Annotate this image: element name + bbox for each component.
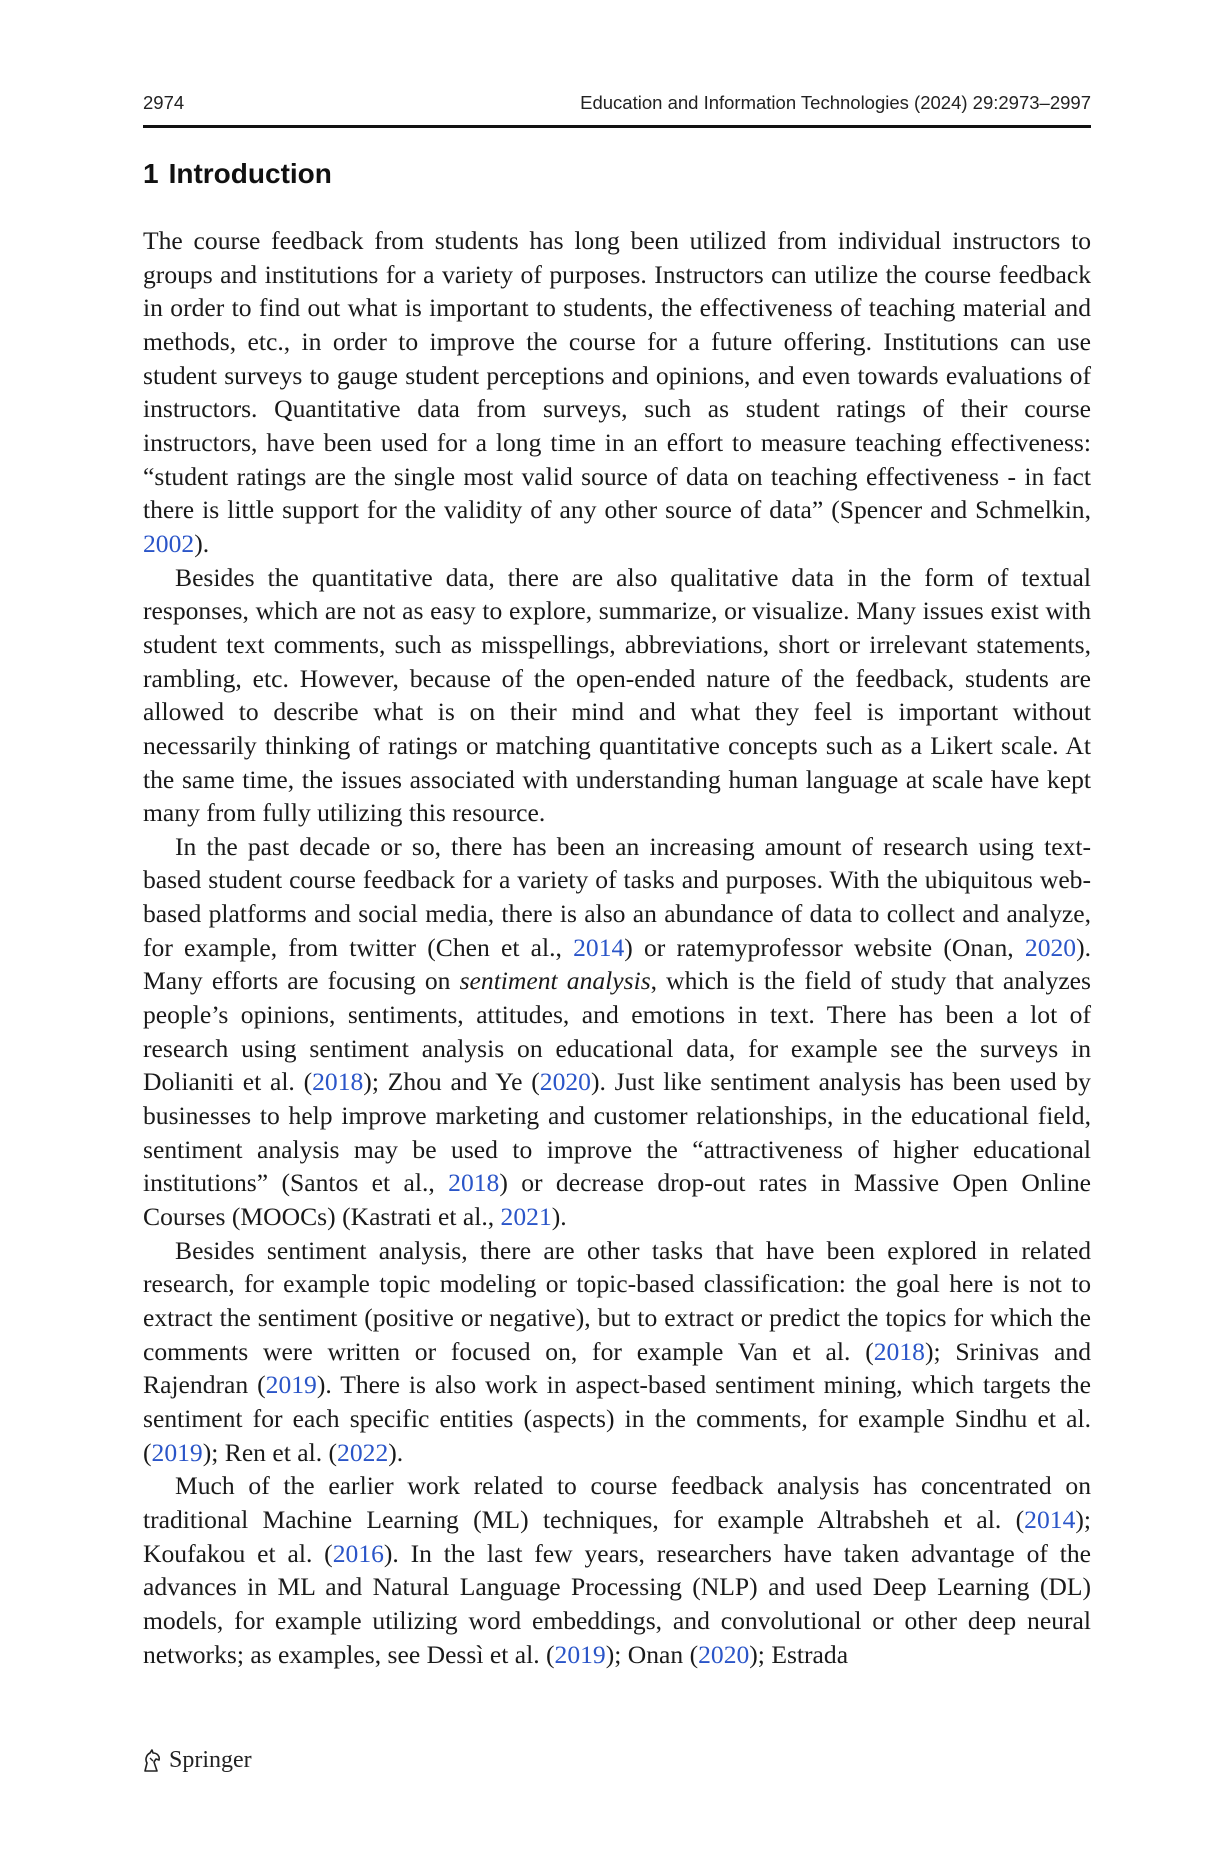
publisher-name: Springer — [169, 1747, 252, 1773]
paragraph — [143, 224, 1091, 561]
citation-year-link[interactable]: 2019 — [554, 1639, 606, 1669]
section-title: Introduction — [168, 158, 332, 189]
text-run: ). There is also work in aspect-based sentiment mining, which targets the sentiment for each specific entities (aspects) in the comments, for example Sindhu et al. ( — [143, 1370, 1091, 1467]
text-run: ); Estrada — [749, 1639, 849, 1669]
text-run: ) or decrease drop-out rates in Massive Open Online Courses (MOOCs) (Kastrati et al., — [143, 1168, 1091, 1232]
paragraph — [143, 1469, 1091, 1671]
citation-year-link[interactable]: 2020 — [539, 1067, 591, 1097]
text-run: ). Many efforts are focusing on — [143, 932, 1091, 996]
citation-year-link[interactable]: 2018 — [448, 1168, 500, 1198]
springer-horse-icon — [141, 1749, 163, 1773]
header-rule — [143, 125, 1091, 128]
text-run: The course feedback from students has long been utilized from individual instructors to groups and institutions for a variety of purposes. Instructors can utilize the course feedback in order to find out what is important to students, the effectiveness of teaching material and methods, etc., in order to improve the course for a future offering. Institutions can use student surveys to gauge student perceptions and opinions, and even towards evaluations of instructors. Quantitative data from surveys, such as student ratings of their course instructors, have been used for a long time in an effort to measure teaching effectiveness: “student ratings are the single most valid source of data on teaching effectiveness - in fact there is little support for the validity of any other source of data” (Spencer and Schmelkin, — [143, 226, 1091, 525]
journal-citation: Education and Information Technologies (2024) 29:2973–2997 — [580, 92, 1091, 113]
text-run: Besides the quantitative data, there are also qualitative data in the form of textual responses, which are not as easy to explore, summarize, or visualize. Many issues exist with student text comments, such as misspellings, abbreviations, short or irrelevant statements, rambling, etc. However, because of the open-ended nature of the feedback, students are allowed to describe what is on their mind and what they feel is important without necessarily thinking of ratings or matching quantitative concepts such as a Likert scale. At the same time, the issues associated with understanding human language at scale have kept many from fully utilizing this resource. — [143, 562, 1091, 828]
text-run: ); Srinivas and Rajendran ( — [143, 1336, 1091, 1400]
text-run: ) or ratemyprofessor website (Onan, — [624, 932, 1025, 962]
publisher-footer — [141, 1747, 252, 1774]
paragraph — [143, 561, 1091, 830]
citation-year-link[interactable]: 2014 — [573, 932, 625, 962]
citation-year-link[interactable]: 2020 — [698, 1639, 750, 1669]
citation-year-link[interactable]: 2018 — [312, 1067, 364, 1097]
section-heading — [143, 158, 332, 190]
citation-year-link[interactable]: 2019 — [151, 1437, 203, 1467]
citation-year-link[interactable]: 2002 — [143, 528, 195, 558]
text-run: ). — [551, 1202, 567, 1232]
citation-year-link[interactable]: 2021 — [500, 1202, 552, 1232]
citation-year-link[interactable]: 2020 — [1024, 932, 1077, 962]
citation-year-link[interactable]: 2022 — [337, 1437, 389, 1467]
text-run: ). — [194, 528, 210, 558]
text-run: ). In the last few years, researchers have taken advantage of the advances in ML and Natural Language Processing (NLP) and used Deep Learning (DL) models, for example utilizing word embeddings, and convolutional or other deep neural networks; as examples, see Dessì et al. ( — [143, 1538, 1091, 1669]
text-run: ); Koufakou et al. ( — [143, 1504, 1091, 1568]
running-header — [143, 92, 1091, 122]
text-run: Besides sentiment analysis, there are other tasks that have been explored in related research, for example topic modeling or topic-based classification: the goal here is not to extract the sentiment (positive or negative), but to extract or predict the topics for which the comments were written or focused on, for example Van et al. ( — [143, 1235, 1091, 1366]
article-body — [143, 224, 1091, 1671]
text-run: , which is the field of study that analyzes people’s opinions, sentiments, attitudes, and emotions in text. There has been a lot of research using sentiment analysis on educational data, for example see the surveys in Dolianiti et al. ( — [143, 966, 1091, 1097]
section-number: 1 — [143, 158, 159, 189]
page-number: 2974 — [143, 92, 185, 113]
text-run: Much of the earlier work related to course feedback analysis has concentrated on traditional Machine Learning (ML) techniques, for example Altrabsheh et al. ( — [143, 1471, 1091, 1534]
text-run: ). Just like sentiment analysis has been used by businesses to help improve marketing and customer relationships, in the educational field, sentiment analysis may be used to improve the “attractiveness of higher educational institutions” (Santos et al., — [143, 1067, 1091, 1198]
text-run: ); Onan ( — [605, 1639, 699, 1669]
text-run: In the past decade or so, there has been an increasing amount of research using text-based student course feedback for a variety of tasks and purposes. With the ubiquitous web-based platforms and social media, there is also an abundance of data to collect and analyze, for example, from twitter (Chen et al., — [143, 831, 1091, 962]
citation-year-link[interactable]: 2016 — [332, 1538, 384, 1568]
paragraph — [143, 830, 1091, 1234]
citation-year-link[interactable]: 2014 — [1024, 1504, 1076, 1534]
citation-year-link[interactable]: 2018 — [873, 1336, 925, 1366]
citation-year-link[interactable]: 2019 — [265, 1370, 317, 1400]
text-run: ). — [388, 1437, 404, 1467]
text-run: ); Zhou and Ye ( — [363, 1067, 540, 1097]
paragraph — [143, 1234, 1091, 1470]
text-run: ); Ren et al. ( — [202, 1437, 338, 1467]
emphasized-term: sentiment analysis — [459, 966, 651, 996]
